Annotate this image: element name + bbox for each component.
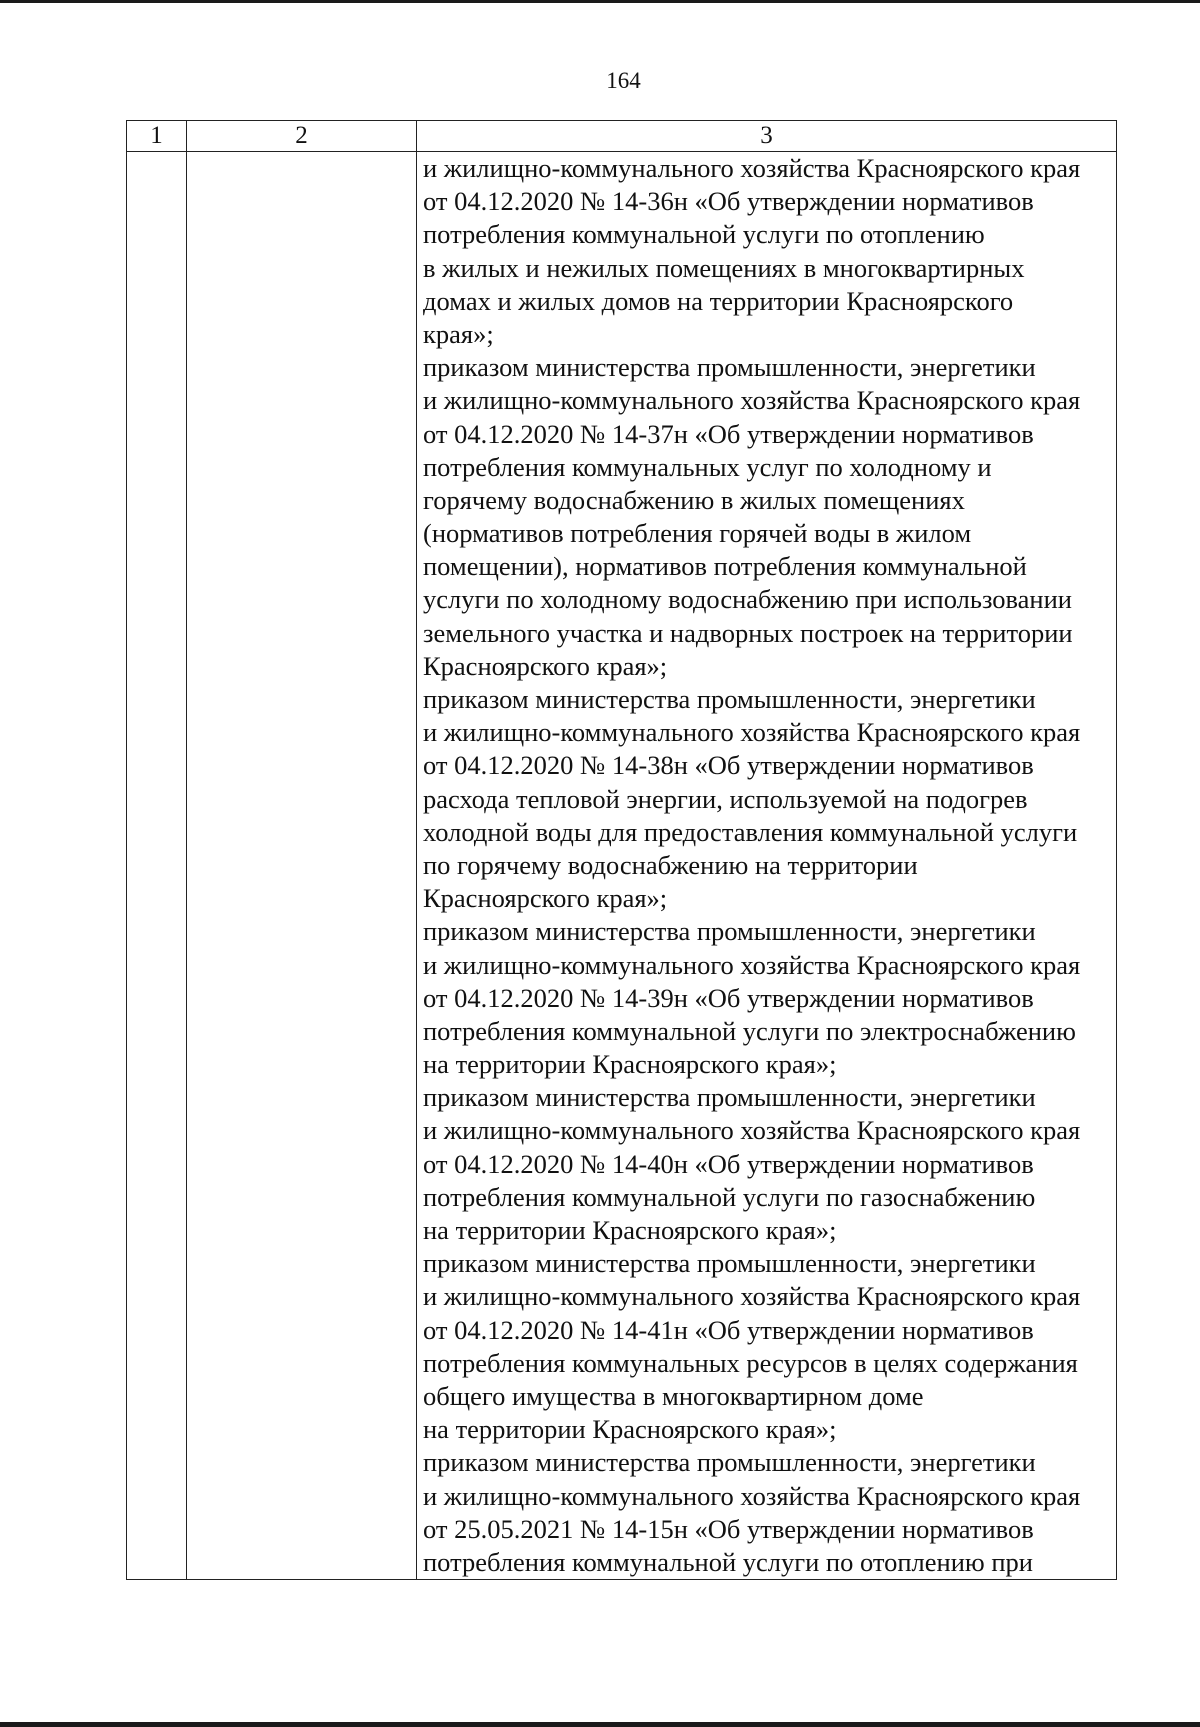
text-line: потребления коммунальной услуги по отоплению при (423, 1546, 1033, 1577)
text-line: горячему водоснабжению в жилых помещениях (423, 484, 965, 515)
text-line: Красноярского края»; (423, 883, 668, 914)
text-line: холодной воды для предоставления коммунальной услуги (423, 816, 1078, 847)
document-table (126, 120, 1117, 1580)
text-line: и жилищно-коммунального хозяйства Красноярского края (423, 385, 1081, 416)
text-line: приказом министерства промышленности, энергетики (423, 352, 1036, 383)
text-line: от 04.12.2020 № 14-41н «Об утверждении нормативов (423, 1314, 1034, 1345)
text-line: и жилищно-коммунального хозяйства Красноярского края (423, 717, 1081, 748)
text-line: от 04.12.2020 № 14-36н «Об утверждении нормативов (423, 186, 1034, 217)
text-line: приказом министерства промышленности, энергетики (423, 1082, 1036, 1113)
text-line: расхода тепловой энергии, используемой на подогрев (423, 783, 1028, 814)
text-line: приказом министерства промышленности, энергетики (423, 916, 1036, 947)
text-line: приказом министерства промышленности, энергетики (423, 1447, 1036, 1478)
text-line: и жилищно-коммунального хозяйства Красноярского края (423, 949, 1081, 980)
col-3-text-block (417, 152, 1116, 1579)
text-line: и жилищно-коммунального хозяйства Красноярского края (423, 1480, 1081, 1511)
table-header-row (127, 121, 1117, 152)
text-line: края»; (423, 318, 494, 349)
text-line: (нормативов потребления горячей воды в жилом (423, 518, 972, 549)
scan-bottom-border (0, 1722, 1200, 1727)
header-cell-3: 3 (417, 121, 1117, 152)
text-line: общего имущества в многоквартирном доме (423, 1380, 924, 1411)
text-line: земельного участка и надворных построек на территории (423, 617, 1073, 648)
text-line: от 04.12.2020 № 14-37н «Об утверждении нормативов (423, 418, 1034, 449)
text-line: потребления коммунальных ресурсов в целях содержания (423, 1347, 1078, 1378)
text-line: потребления коммунальной услуги по газоснабжению (423, 1181, 1036, 1212)
scan-top-border (0, 0, 1200, 3)
text-line: на территории Красноярского края»; (423, 1215, 837, 1245)
text-line: от 04.12.2020 № 14-40н «Об утверждении нормативов (423, 1148, 1034, 1179)
text-line: по горячему водоснабжению на территории (423, 849, 918, 880)
header-cell-2: 2 (187, 121, 417, 152)
header-cell-1: 1 (127, 121, 187, 152)
text-line: приказом министерства промышленности, энергетики (423, 1248, 1036, 1279)
cell-col-3 (417, 152, 1117, 1580)
cell-col-2 (187, 152, 417, 1580)
text-line: на территории Красноярского края»; (423, 1049, 837, 1080)
text-line: домах и жилых домов на территории Красноярского (423, 285, 1014, 316)
text-line: в жилых и нежилых помещениях в многоквартирных (423, 252, 1025, 283)
page-number: 164 (606, 68, 641, 93)
text-line: приказом министерства промышленности, энергетики (423, 684, 1036, 714)
text-line: и жилищно-коммунального хозяйства Красноярского края (423, 153, 1081, 183)
text-line: от 04.12.2020 № 14-38н «Об утверждении нормативов (423, 750, 1034, 781)
text-line: Красноярского края»; (423, 650, 668, 681)
text-line: услуги по холодному водоснабжению при использовании (423, 584, 1072, 615)
text-line: помещении), нормативов потребления коммунальной (423, 551, 1027, 582)
text-line: и жилищно-коммунального хозяйства Красноярского края (423, 1115, 1081, 1146)
table-row (127, 152, 1117, 1580)
text-line: от 04.12.2020 № 14-39н «Об утверждении нормативов (423, 982, 1034, 1013)
cell-col-1 (127, 152, 187, 1580)
text-line: на территории Красноярского края»; (423, 1414, 837, 1445)
text-line: потребления коммунальных услуг по холодному и (423, 451, 992, 482)
text-line: потребления коммунальной услуги по отоплению (423, 219, 985, 250)
text-line: от 25.05.2021 № 14-15н «Об утверждении нормативов (423, 1513, 1034, 1544)
text-line: потребления коммунальной услуги по электроснабжению (423, 1015, 1076, 1046)
text-line: и жилищно-коммунального хозяйства Красноярского края (423, 1281, 1081, 1312)
